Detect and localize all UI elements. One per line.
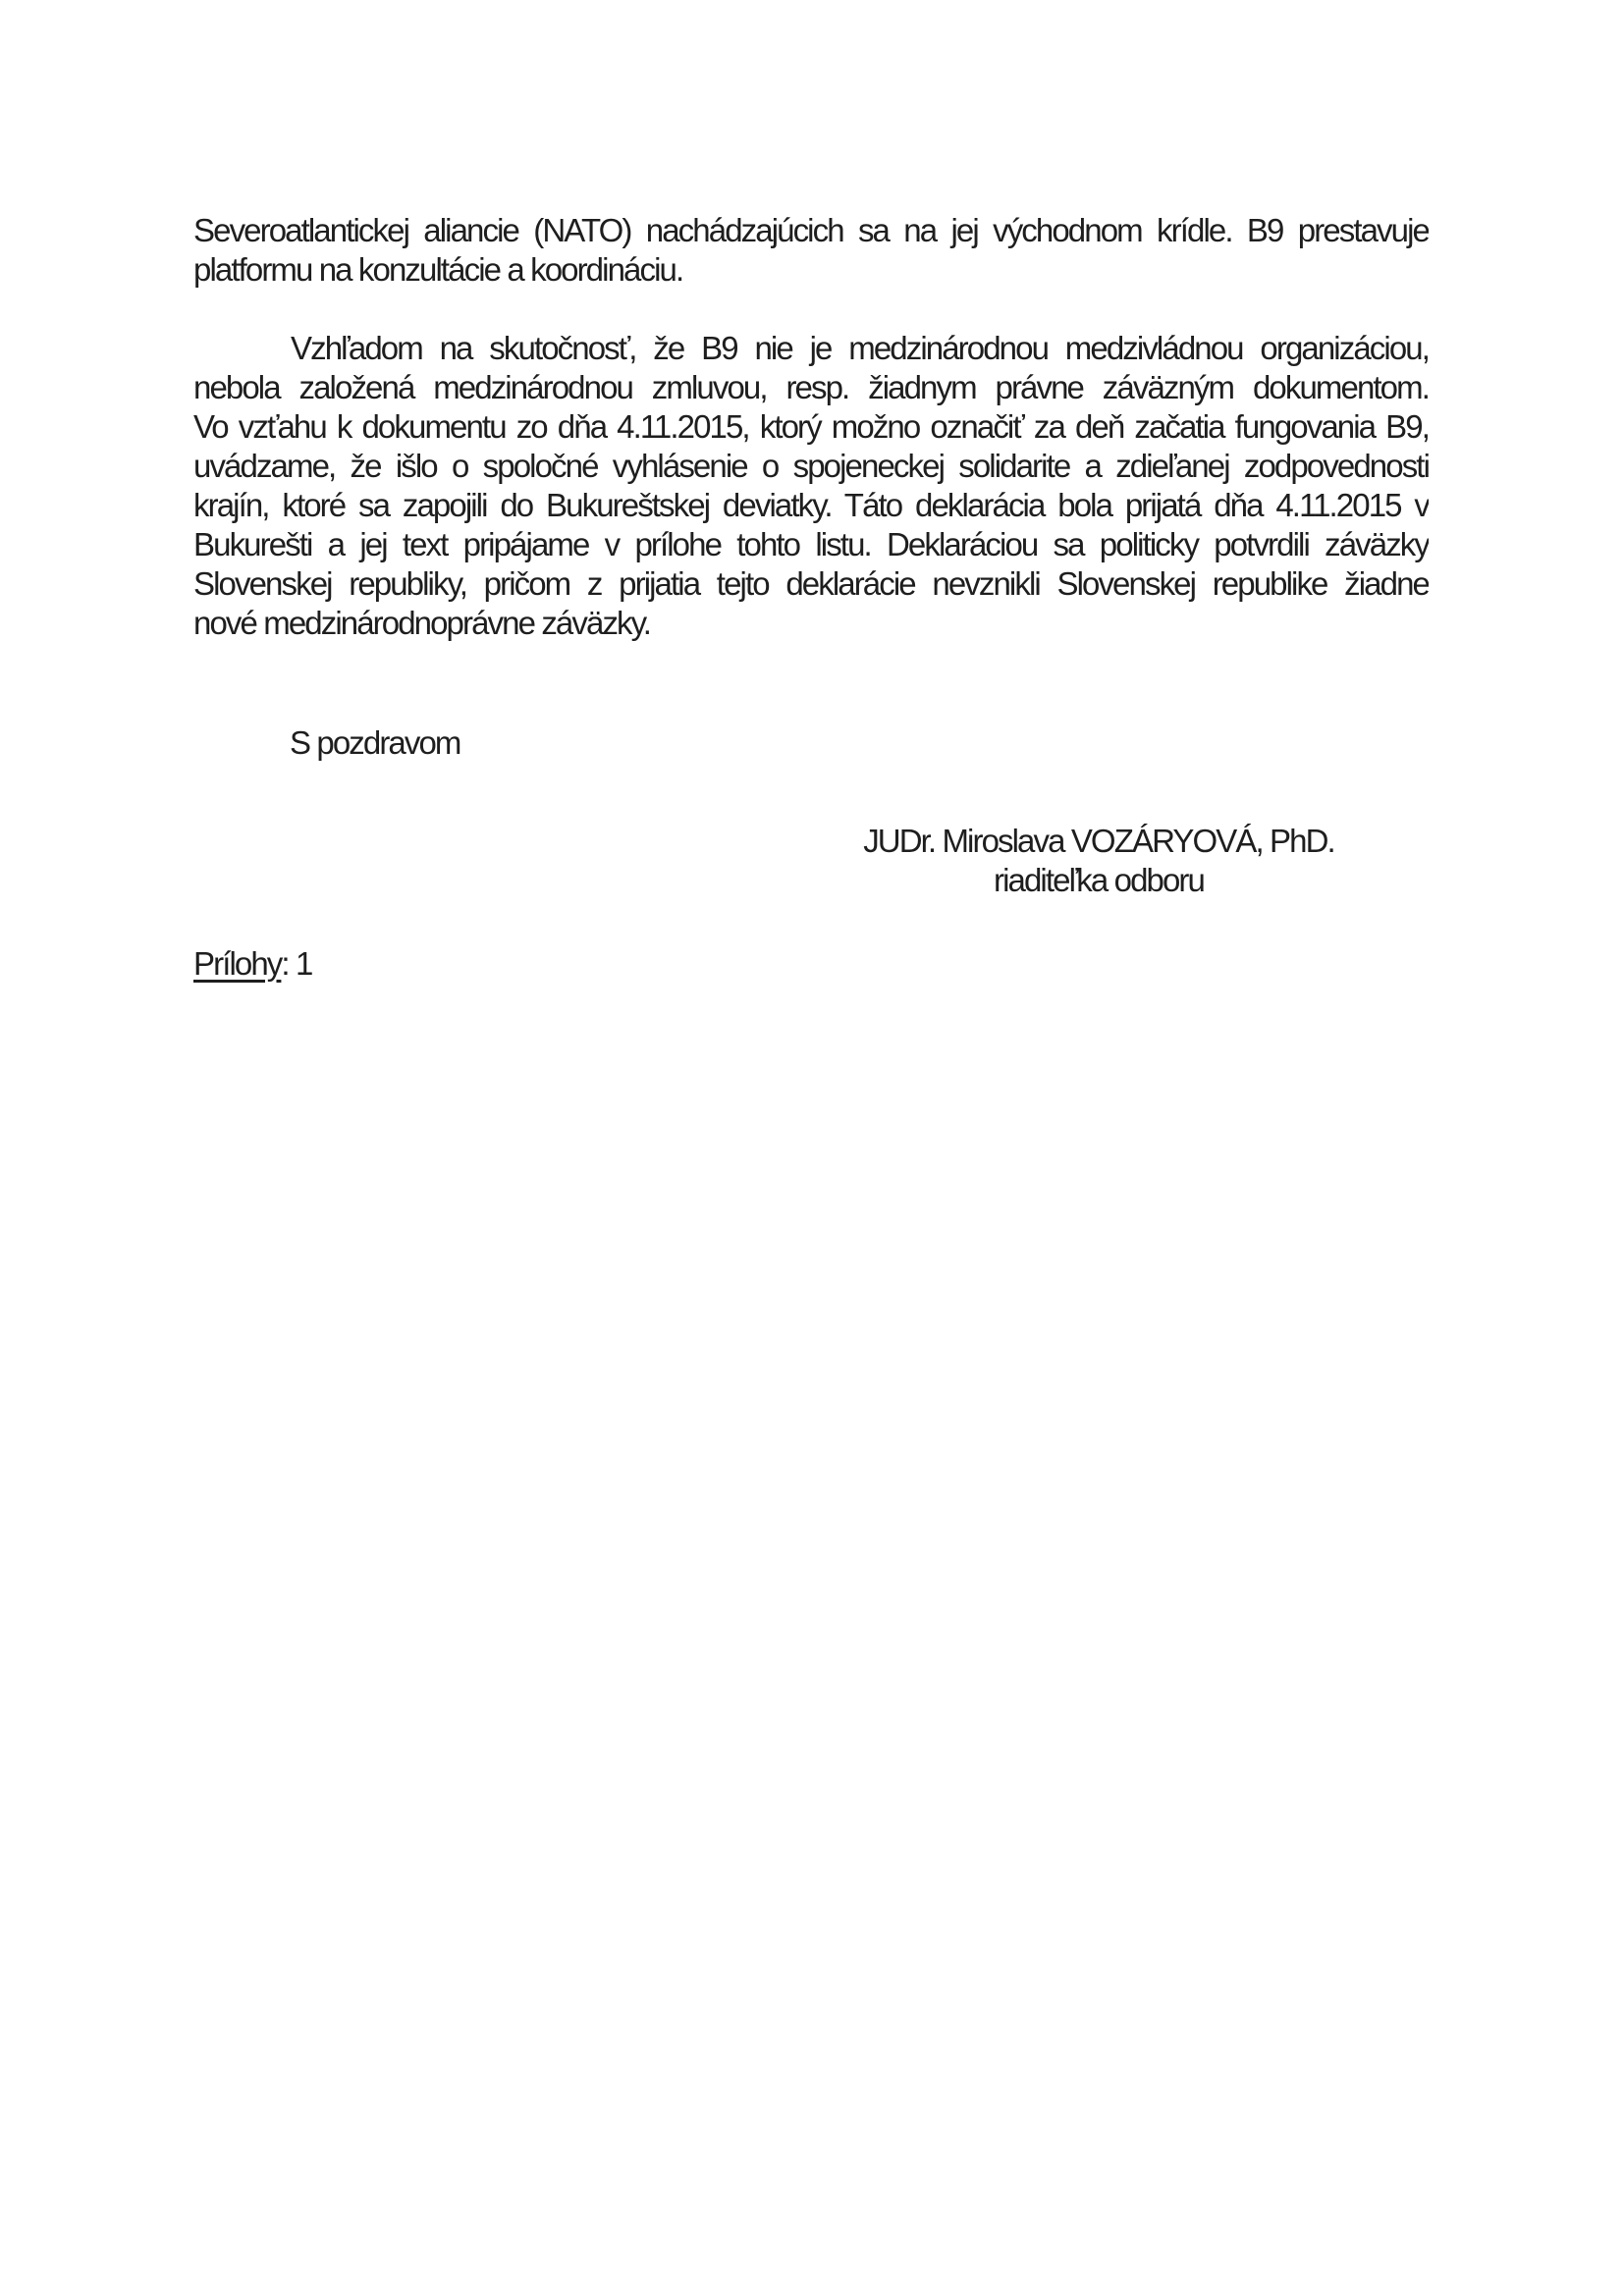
paragraph-spacer (193, 290, 1429, 329)
paragraph-line: uvádzame, že išlo o spoločné vyhlásenie o spojeneckej solidarite a zdieľanej zodpovednosti (193, 448, 1429, 484)
signature-role: riaditeľka odboru (994, 862, 1204, 898)
signature-name: JUDr. Miroslava VOZÁRYOVÁ, PhD. (863, 823, 1334, 859)
paragraph-line: nové medzinárodnoprávne záväzky. (193, 605, 651, 641)
attachments-value: 1 (295, 945, 312, 982)
paragraph-line: Bukurešti a jej text pripájame v prílohe tohto listu. Deklaráciou sa politicky potvrdili záväzky (193, 526, 1429, 562)
signature-block (608, 822, 1590, 900)
paragraph-2 (193, 329, 1429, 643)
paragraph-line: Slovenskej republiky, pričom z prijatia tejto deklarácie nevznikli Slovenskej republike žiadne (193, 565, 1429, 602)
attachments-separator: : (281, 945, 296, 982)
paragraph-line: krajín, ktoré sa zapojili do Bukureštskej deviatky. Táto deklarácia bola prijatá dňa 4.11.2015 v (193, 487, 1429, 523)
paragraph-line: nebola založená medzinárodnou zmluvou, resp. žiadnym právne záväzným dokumentom. (193, 369, 1429, 405)
attachments-line (193, 944, 311, 988)
paragraph-line: Vo vzťahu k dokumentu zo dňa 4.11.2015, ktorý možno označiť za deň začatia fungovania B9, (193, 408, 1429, 445)
paragraph-line: Severoatlantickej aliancie (NATO) nachádzajúcich sa na jej východnom krídle. B9 prestavuje (193, 212, 1429, 248)
paragraph-line: Vzhľadom na skutočnosť, že B9 nie je medzinárodnou medzivládnou organizáciou, (291, 330, 1429, 366)
closing-salutation: S pozdravom (290, 724, 460, 761)
letter-body (193, 211, 1429, 643)
paragraph-line: platformu na konzultácie a koordináciu. (193, 251, 683, 288)
paragraph-1 (193, 211, 1429, 290)
attachments-label: Prílohy (193, 945, 282, 982)
